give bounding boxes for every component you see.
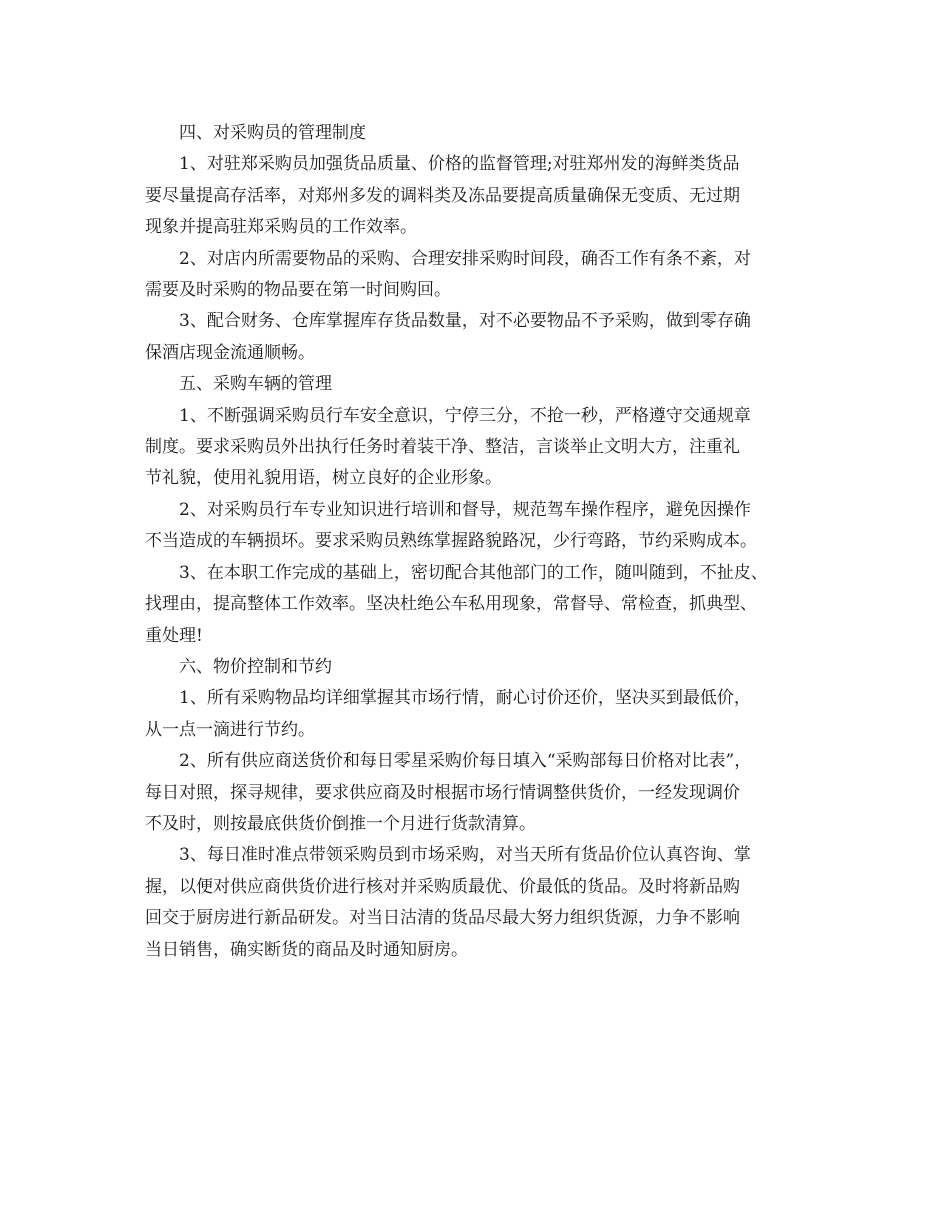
paragraph-line: 制度。要求采购员外出执行任务时着装干净、整洁，言谈举止文明大方，注重礼 — [145, 437, 740, 458]
document-body — [145, 118, 815, 966]
paragraph-line: 1、对驻郑采购员加强货品质量、价格的监督管理;对驻郑州发的海鲜类货品 — [179, 154, 740, 175]
paragraph-line: 需要及时采购的物品要在第一时间购回。 — [145, 280, 451, 301]
paragraph-line: 找理由，提高整体工作效率。坚决杜绝公车私用现象，常督导、常检查，抓典型、 — [145, 594, 757, 615]
paragraph-line: 2、所有供应商送货价和每日零星采购价每日填入“采购部每日价格对比表”， — [179, 751, 752, 772]
paragraph-line: 不及时，则按最底供货价倒推一个月进行货款清算。 — [145, 813, 536, 834]
paragraph-line: 要尽量提高存活率，对郑州多发的调料类及冻品要提高质量确保无变质、无过期 — [145, 185, 740, 206]
paragraph-line: 现象并提高驻郑采购员的工作效率。 — [145, 217, 417, 238]
paragraph-5-1 — [145, 401, 815, 495]
section-heading-4 — [145, 118, 815, 149]
paragraph-line: 保酒店现金流通顺畅。 — [145, 342, 315, 363]
paragraph-line: 每日对照，探寻规律，要求供应商及时根据市场行情调整供货价，一经发现调价 — [145, 782, 740, 803]
paragraph-5-3 — [145, 558, 815, 652]
paragraph-line: 1、所有采购物品均详细掌握其市场行情，耐心讨价还价，坚决买到最低价， — [179, 688, 751, 709]
paragraph-line: 2、对店内所需要物品的采购、合理安排采购时间段，确否工作有条不紊，对 — [179, 248, 751, 269]
paragraph-line: 从一点一滴进行节约。 — [145, 719, 315, 740]
paragraph-6-3 — [145, 840, 815, 966]
paragraph-line: 握，以便对供应商供货价进行核对并采购质最优、价最低的货品。及时将新品购 — [145, 876, 740, 897]
paragraph-line: 节礼貌，使用礼貌用语，树立良好的企业形象。 — [145, 468, 502, 489]
paragraph-line: 3、每日准时准点带领采购员到市场采购，对当天所有货品价位认真咨询、掌 — [179, 845, 751, 866]
section-heading-text: 四、对采购员的管理制度 — [179, 123, 366, 143]
paragraph-line: 3、在本职工作完成的基础上，密切配合其他部门的工作，随叫随到，不扯皮、 — [179, 562, 768, 583]
paragraph-line: 2、对采购员行车专业知识进行培训和督导，规范驾车操作程序，避免因操作 — [179, 499, 751, 520]
section-heading-5 — [145, 369, 815, 400]
paragraph-line: 1、不断强调采购员行车安全意识，宁停三分，不抢一秒，严格遵守交通规章 — [179, 405, 751, 426]
paragraph-line: 回交于厨房进行新品研发。对当日沽清的货品尽最大努力组织货源，力争不影响 — [145, 908, 740, 929]
paragraph-4-1 — [145, 149, 815, 243]
paragraph-line: 重处理! — [145, 625, 203, 646]
paragraph-line: 当日销售，确实断货的商品及时通知厨房。 — [145, 939, 468, 960]
paragraph-line: 不当造成的车辆损坏。要求采购员熟练掌握路貌路况，少行弯路，节约采购成本。 — [145, 531, 757, 552]
paragraph-line: 3、配合财务、仓库掌握库存货品数量，对不必要物品不予采购，做到零存确 — [179, 311, 751, 332]
paragraph-6-1 — [145, 683, 815, 746]
section-heading-text: 五、采购车辆的管理 — [179, 374, 332, 395]
paragraph-5-2 — [145, 495, 815, 558]
paragraph-6-2 — [145, 746, 815, 840]
paragraph-4-2 — [145, 244, 815, 307]
section-heading-6 — [145, 652, 815, 683]
paragraph-4-3 — [145, 306, 815, 369]
section-heading-text: 六、物价控制和节约 — [179, 656, 332, 677]
